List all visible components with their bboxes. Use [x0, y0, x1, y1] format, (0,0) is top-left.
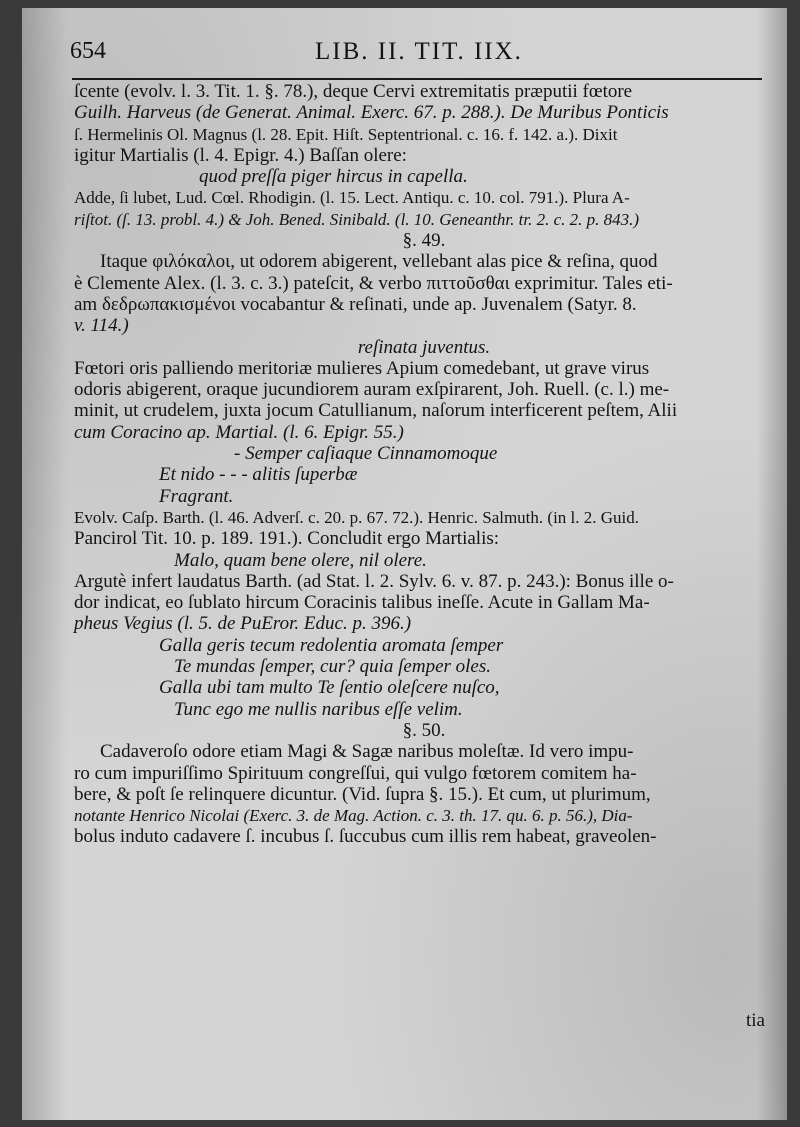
text-line: cum Coracino ap. Martial. (l. 6. Epigr. 55.) [74, 421, 404, 443]
verse-line: Et nido - - - alitis ſuperbæ [159, 464, 358, 486]
verse-line: reſinata juventus. [357, 336, 491, 358]
text-line: bere, & poſt ſe relinquere dicuntur. (Vid. ſupra §. 15.). Et cum, ut plurimum, [74, 783, 651, 805]
catchword: tia [746, 1010, 765, 1031]
text-line: Fœtori oris palliendo meritoriæ mulieres Apium comedebant, ut grave virus [74, 357, 650, 379]
text-line: è Clemente Alex. (l. 3. c. 3.) pateſcit, & verbo πιττοῦσθαι exprimitur. Tales eti- [74, 272, 673, 294]
header-rule [72, 78, 762, 80]
verse-line: Fragrant. [159, 485, 234, 507]
text-line: bolus induto cadavere ſ. incubus ſ. ſuccubus cum illis rem habeat, graveolen- [74, 826, 657, 848]
text-line: Cadaveroſo odore etiam Magi & Sagæ naribus moleſtæ. Id vero impu- [100, 741, 634, 763]
section-heading: §. 50. [402, 719, 446, 741]
running-title: LIB. II. TIT. IIX. [315, 38, 523, 65]
page-number: 654 [70, 38, 106, 64]
body-text [74, 81, 774, 848]
verse-line: Te mundas ſemper, cur? quia ſemper oles. [174, 656, 491, 678]
text-line: notante Henrico Nicolai (Exerc. 3. de Mag. Action. c. 3. th. 17. qu. 6. p. 56.), Dia- [74, 806, 633, 826]
text-line: ſ. Hermelinis Ol. Magnus (l. 28. Epit. Hiſt. Septentrional. c. 16. f. 142. a.). Dixit [74, 124, 618, 144]
text-line: Itaque φιλόκαλοι, ut odorem abigerent, vellebant alas pice & reſina, quod [100, 251, 658, 273]
text-line: Guilh. Harveus (de Generat. Animal. Exerc. 67. p. 288.). De Muribus Ponticis [74, 102, 669, 124]
text-line: riſtot. (ſ. 13. probl. 4.) & Joh. Bened. Sinibald. (l. 10. Geneanthr. tr. 2. c. 2. p. 843.) [74, 209, 640, 229]
text-line: Pancirol Tit. 10. p. 189. 191.). Concludit ergo Martialis: [74, 528, 500, 550]
text-line: dor indicat, eo ſublato hircum Coracinis talibus ineſſe. Acute in Gallam Ma- [74, 592, 650, 614]
verse-line: quod preſſa piger hircus in capella. [199, 166, 468, 188]
text-line: Evolv. Caſp. Barth. (l. 46. Adverſ. c. 20. p. 67. 72.). Henric. Salmuth. (in l. 2. Guid. [74, 507, 640, 527]
text-line: minit, ut crudelem, juxta jocum Catullianum, naſorum interficerent peſtem, Alii [74, 400, 678, 422]
text-line: am δεδρωπακισμένοι vocabantur & reſinati, unde ap. Juvenalem (Satyr. 8. [74, 293, 637, 315]
section-heading: §. 49. [402, 230, 446, 252]
verse-line: Galla geris tecum redolentia aromata ſemper [159, 634, 504, 656]
running-head [70, 38, 757, 70]
text-line: Argutè infert laudatus Barth. (ad Stat. l. 2. Sylv. 6. v. 87. p. 243.): Bonus ille o- [74, 570, 674, 592]
text-line: odoris abigerent, oraque jucundiorem auram exſpirarent, Joh. Ruell. (c. l.) me- [74, 379, 670, 401]
text-line: Adde, ſi lubet, Lud. Cœl. Rhodigin. (l. 15. Lect. Antiqu. c. 10. col. 791.). Plura A- [74, 188, 630, 208]
text-line: igitur Martialis (l. 4. Epigr. 4.) Baſſan olere: [74, 144, 407, 166]
text-line: pheus Vegius (l. 5. de PuEror. Educ. p. 396.) [74, 613, 412, 635]
text-line: ro cum impuriſſimo Spirituum congreſſui, qui vulgo fœtorem comitem ha- [74, 762, 637, 784]
verse-line: Tunc ego me nullis naribus eſſe velim. [174, 698, 463, 720]
verse-line: - Semper caſiaque Cinnamomoque [234, 443, 498, 465]
verse-line: Galla ubi tam multo Te ſentio oleſcere nuſco, [159, 677, 500, 699]
verse-line: Malo, quam bene olere, nil olere. [174, 549, 427, 571]
book-page [22, 8, 787, 1120]
text-line: ſcente (evolv. l. 3. Tit. 1. §. 78.), deque Cervi extremitatis præputii fœtore [74, 81, 633, 102]
text-line: v. 114.) [74, 315, 129, 337]
